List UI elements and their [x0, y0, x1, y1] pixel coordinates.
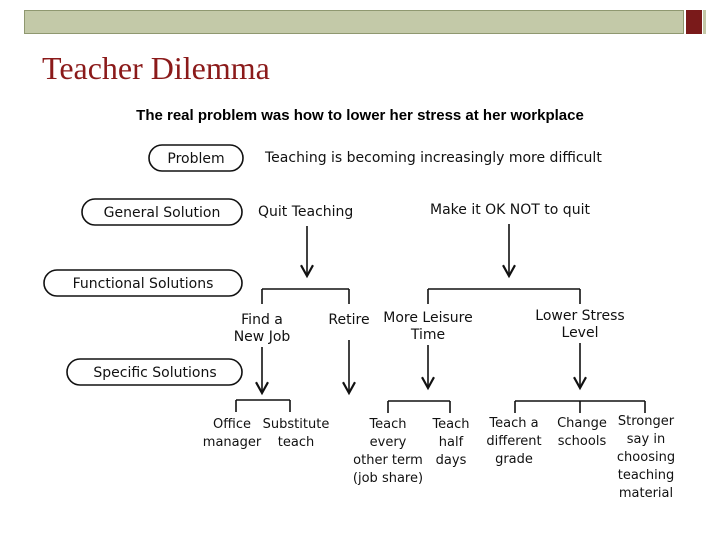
svg-text:Stronger: Stronger — [617, 414, 675, 429]
svg-text:Find a: Find a — [241, 312, 283, 328]
svg-text:teach: teach — [277, 435, 315, 450]
svg-text:Office: Office — [213, 417, 251, 432]
connector-quit — [262, 226, 349, 304]
level-specific-label: Specific Solutions — [93, 365, 217, 381]
svg-text:half: half — [438, 435, 464, 450]
node-make-ok-not-quit: Make it OK NOT to quit — [430, 202, 590, 218]
svg-text:Teach: Teach — [369, 417, 407, 432]
svg-text:Change: Change — [557, 416, 607, 431]
svg-text:material: material — [618, 486, 674, 501]
slide-title: Teacher Dilemma — [42, 50, 270, 86]
node-lower-stress-level — [535, 308, 624, 341]
svg-text:More Leisure: More Leisure — [383, 310, 473, 326]
node-stronger-say — [617, 414, 675, 501]
node-teach-every-other-term — [353, 417, 423, 486]
svg-text:Substitute: Substitute — [262, 417, 330, 432]
svg-text:schools: schools — [557, 434, 607, 449]
node-teach-different-grade — [486, 416, 541, 467]
svg-text:choosing: choosing — [616, 450, 676, 465]
svg-text:Teach a: Teach a — [489, 416, 539, 431]
problem-statement: Teaching is becoming increasingly more difficult — [265, 150, 602, 166]
svg-text:different: different — [486, 434, 542, 449]
node-retire: Retire — [328, 312, 370, 328]
node-teach-half-days — [431, 417, 469, 468]
svg-text:Level: Level — [561, 325, 599, 341]
connector-specific — [236, 340, 645, 413]
node-change-schools — [557, 416, 607, 449]
level-functional-label: Functional Solutions — [72, 276, 214, 292]
svg-text:manager: manager — [202, 435, 262, 450]
level-general-solution — [82, 199, 242, 225]
svg-text:other term: other term — [353, 453, 423, 468]
svg-text:Lower Stress: Lower Stress — [535, 308, 625, 324]
node-more-leisure-time — [383, 310, 472, 343]
node-quit-teaching: Quit Teaching — [258, 204, 354, 220]
level-problem-label: Problem — [167, 151, 225, 167]
node-office-manager — [203, 417, 262, 450]
svg-text:teaching: teaching — [617, 468, 675, 483]
svg-text:grade: grade — [495, 452, 533, 467]
level-general-label: General Solution — [103, 205, 221, 221]
svg-text:days: days — [435, 453, 467, 468]
level-functional-solutions — [44, 270, 242, 296]
svg-text:Time: Time — [410, 327, 446, 343]
svg-text:(job share): (job share) — [352, 471, 424, 486]
svg-text:New Job: New Job — [233, 329, 291, 345]
level-problem — [149, 145, 243, 171]
connector-make-ok — [428, 224, 580, 304]
svg-text:say in: say in — [626, 432, 666, 447]
level-specific-solutions — [67, 359, 242, 385]
node-find-new-job — [234, 312, 291, 345]
slide-subtitle: The real problem was how to lower her stress at her workplace — [136, 107, 584, 124]
node-substitute-teach — [263, 417, 330, 450]
svg-text:every: every — [369, 435, 407, 450]
svg-text:Teach: Teach — [432, 417, 470, 432]
